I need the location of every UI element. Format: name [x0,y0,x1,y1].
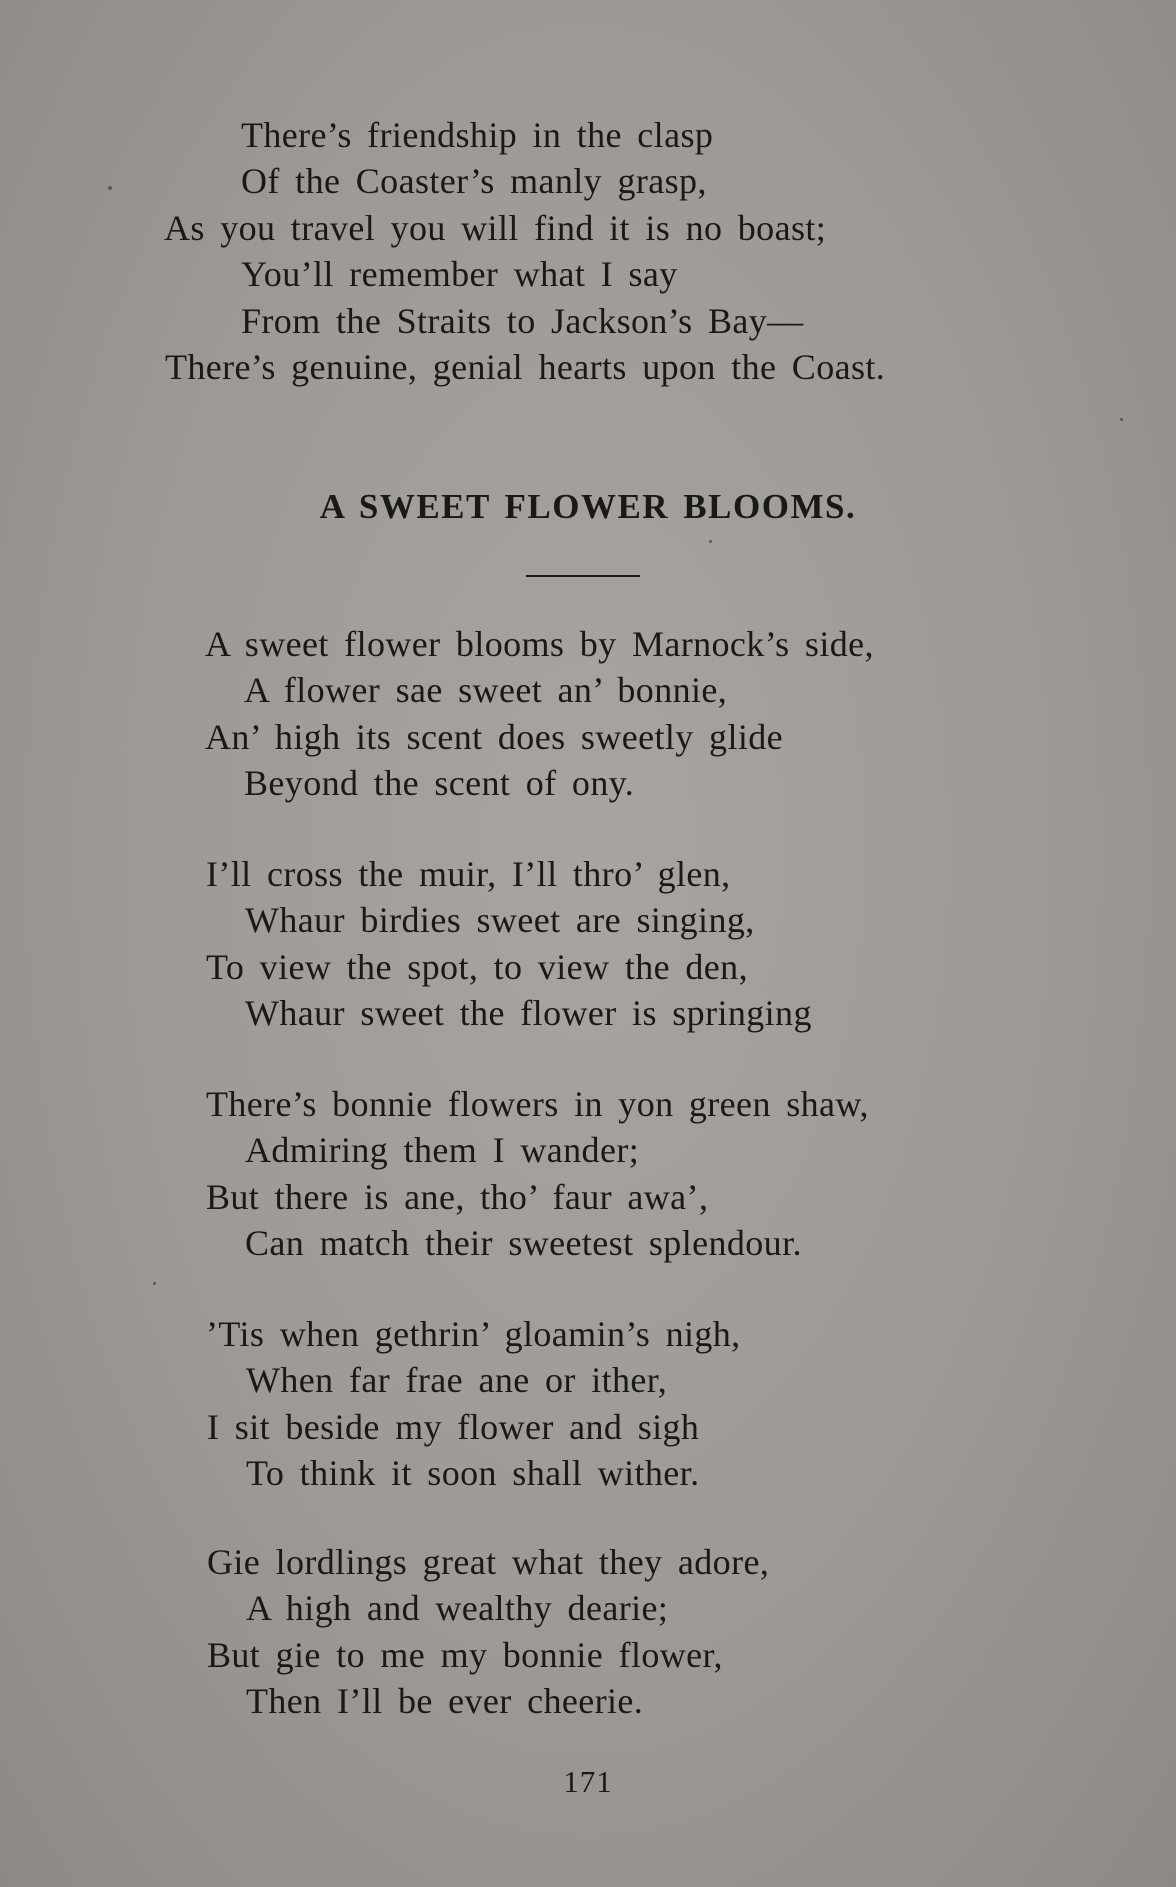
verse-line: There’s genuine, genial hearts upon the Coast. [165,347,886,387]
stanza-line: Can match their sweetest splendour. [245,1223,802,1263]
stanza-line: Admiring them I wander; [245,1130,640,1170]
stanza-line: A sweet flower blooms by Marnock’s side, [205,624,874,664]
verse-line: There’s friendship in the clasp [241,115,714,155]
title-rule [526,575,640,577]
verse-line: You’ll remember what I say [241,254,678,294]
page-number: 171 [563,1764,613,1799]
stanza-line: I’ll cross the muir, I’ll thro’ glen, [206,854,731,894]
stanza-line: To view the spot, to view the den, [206,947,748,987]
stanza-line: But gie to me my bonnie flower, [207,1635,723,1675]
stanza-line: A high and wealthy dearie; [246,1588,669,1628]
poem-title: A SWEET FLOWER BLOOMS. [319,487,857,526]
paper-speck [108,186,112,190]
stanza-line: But there is ane, tho’ faur awa’, [206,1177,709,1217]
stanza-line: When far frae ane or ither, [246,1360,668,1400]
stanza-line: Then I’ll be ever cheerie. [246,1681,644,1721]
stanza-line: Gie lordlings great what they adore, [207,1542,770,1582]
paper-speck [153,1282,156,1285]
stanza-line: An’ high its scent does sweetly glide [205,717,784,757]
verse-line: As you travel you will find it is no boast; [164,208,827,248]
verse-line: From the Straits to Jackson’s Bay— [241,301,804,341]
stanza-line: To think it soon shall wither. [246,1453,700,1493]
stanza-line: Beyond the scent of ony. [244,763,635,803]
paper-speck [1120,418,1123,421]
stanza-line: I sit beside my flower and sigh [207,1407,700,1447]
stanza-line: Whaur birdies sweet are singing, [245,900,755,940]
stanza-line: There’s bonnie flowers in yon green shaw, [206,1084,869,1124]
verse-line: Of the Coaster’s manly grasp, [241,161,707,201]
stanza-line: ’Tis when gethrin’ gloamin’s nigh, [206,1314,741,1354]
stanza-line: Whaur sweet the flower is springing [245,993,812,1033]
stanza-line: A flower sae sweet an’ bonnie, [244,670,728,710]
paper-speck [709,540,712,543]
